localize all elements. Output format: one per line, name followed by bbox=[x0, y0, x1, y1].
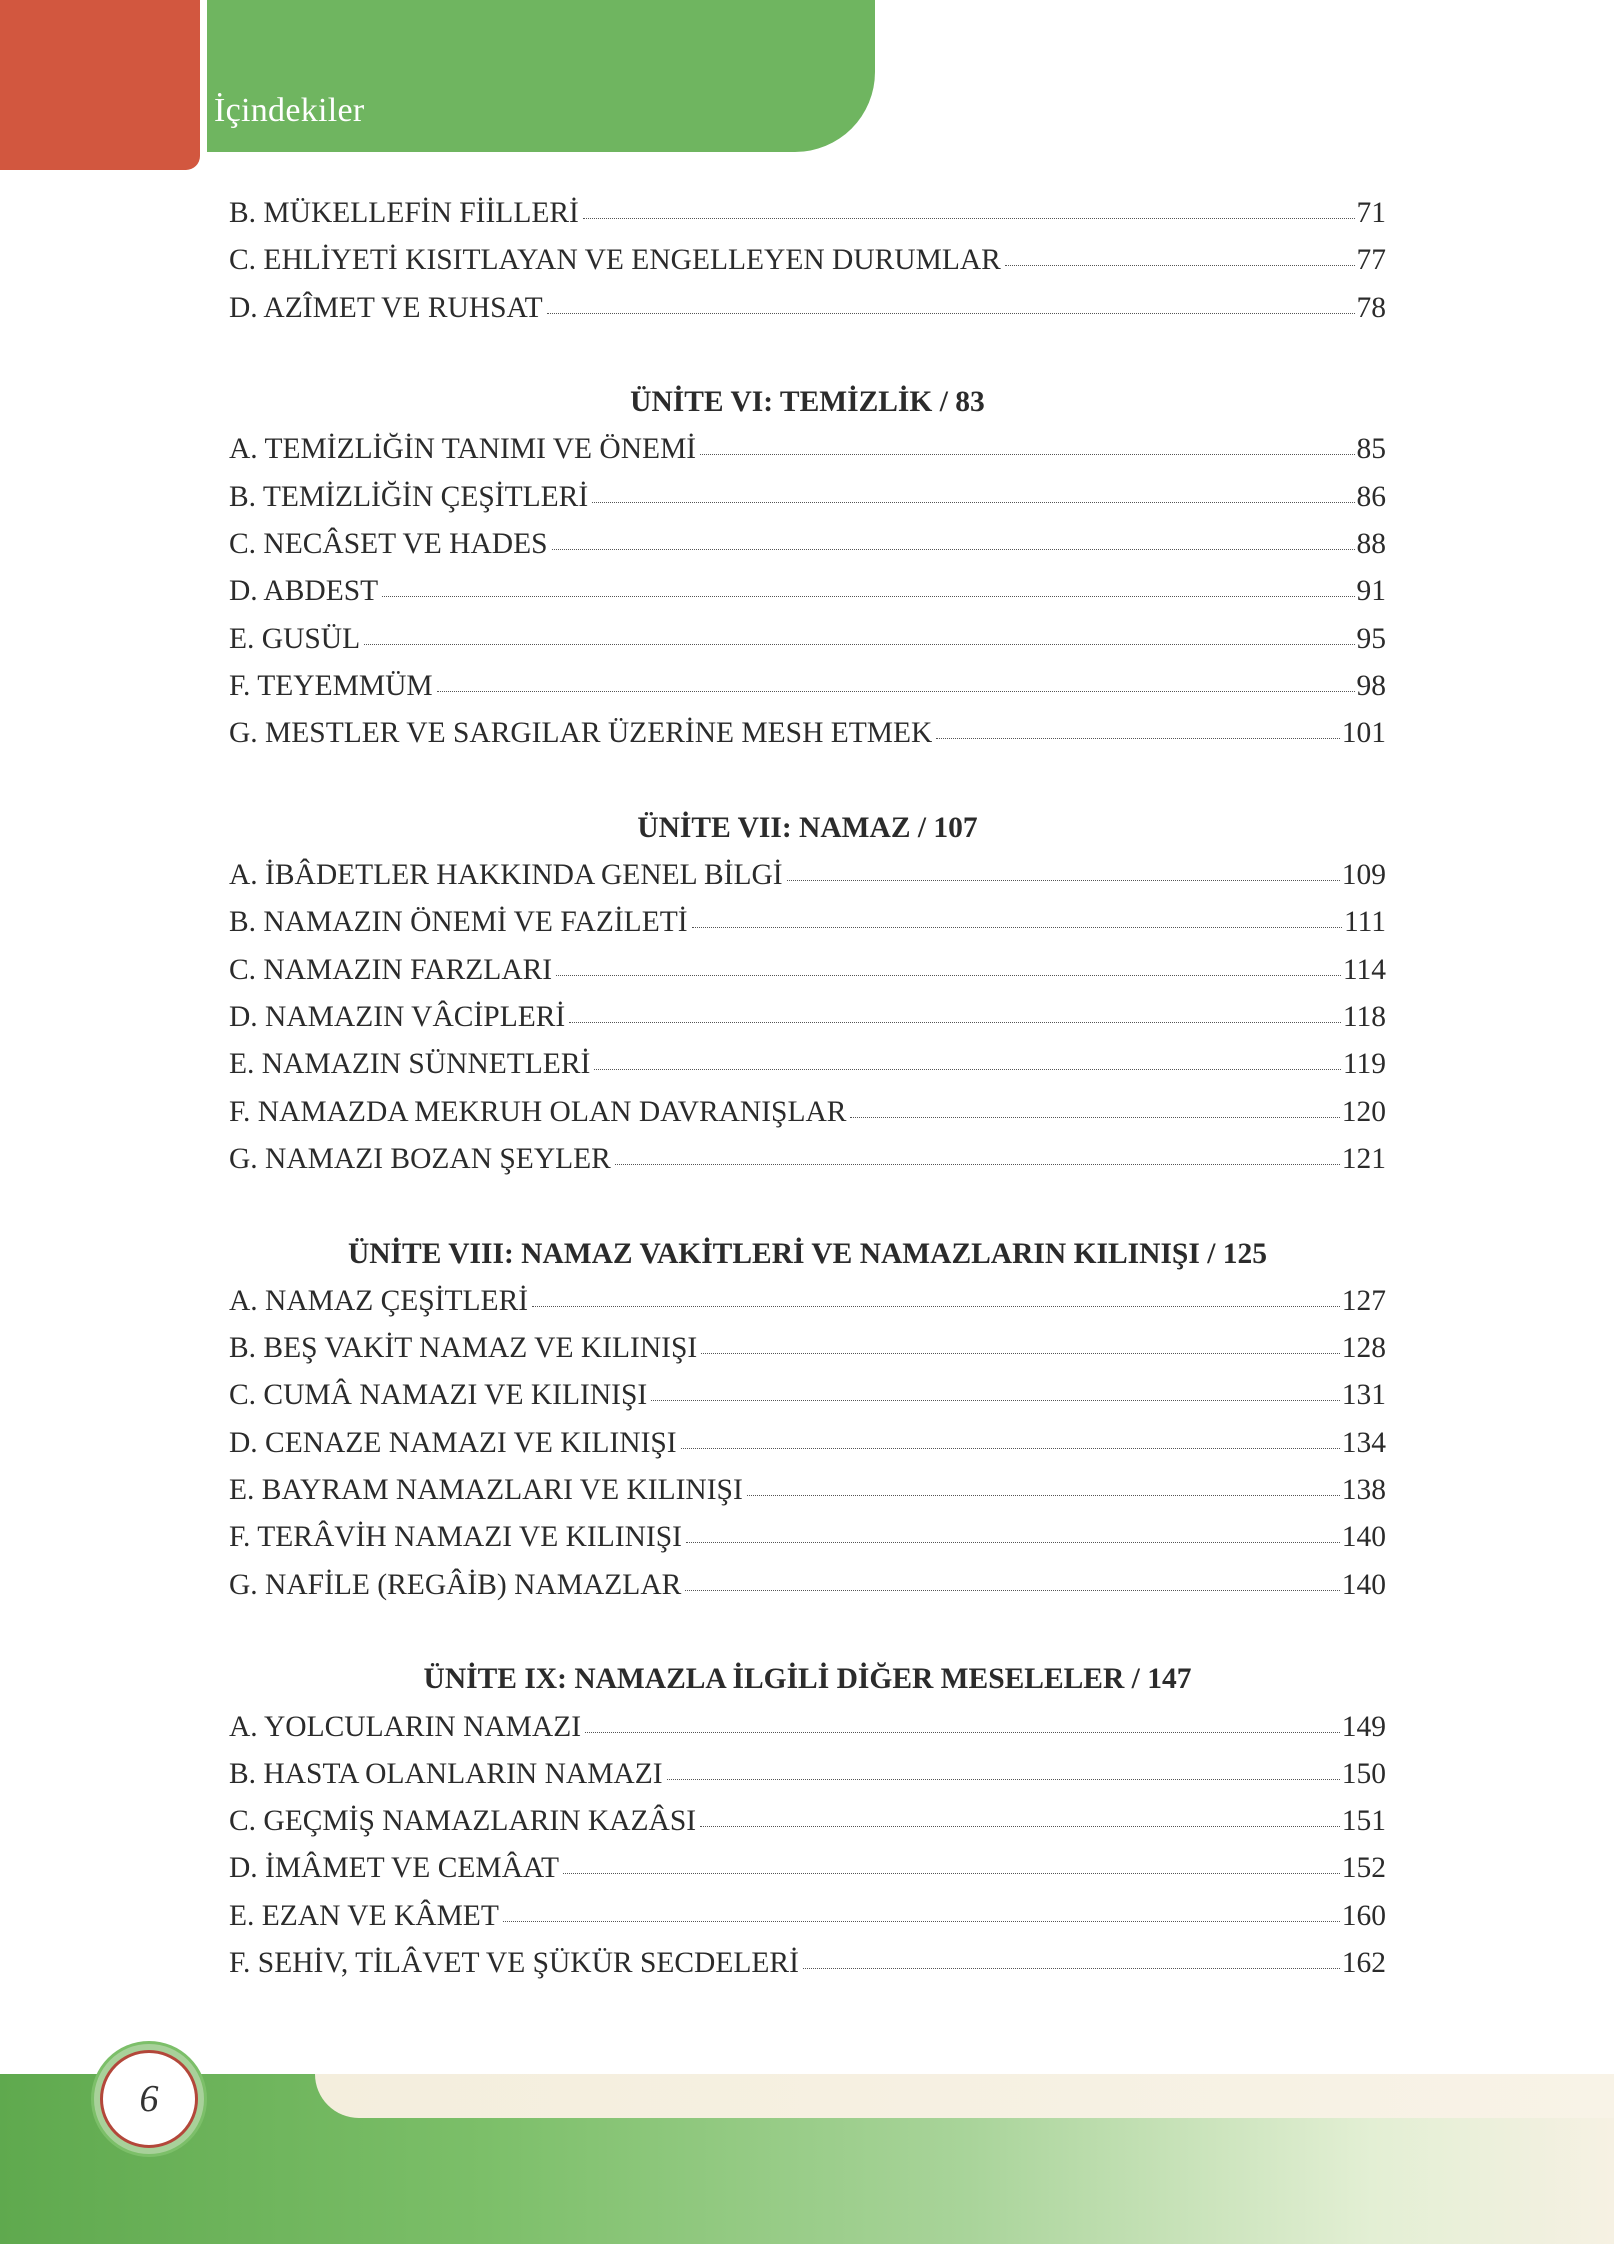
dot-leader bbox=[1005, 265, 1355, 266]
page-title: İçindekiler bbox=[214, 92, 365, 129]
toc-entry[interactable] bbox=[229, 1845, 1386, 1892]
dot-leader bbox=[651, 1400, 1340, 1401]
toc-entry-page: 160 bbox=[1341, 1899, 1386, 1932]
toc-entry-page: 140 bbox=[1341, 1521, 1386, 1554]
toc-entry-page: 111 bbox=[1343, 906, 1386, 939]
dot-leader bbox=[747, 1495, 1340, 1496]
dot-leader bbox=[594, 1069, 1341, 1070]
toc-entry[interactable] bbox=[229, 1514, 1386, 1561]
toc-entry[interactable] bbox=[229, 521, 1386, 568]
toc-entry-page: 127 bbox=[1341, 1284, 1386, 1317]
toc-entry[interactable] bbox=[229, 616, 1386, 663]
toc-entry-page: 101 bbox=[1341, 717, 1386, 750]
dot-leader bbox=[692, 927, 1342, 928]
toc-entry-page: 152 bbox=[1341, 1852, 1386, 1885]
dot-leader bbox=[681, 1448, 1340, 1449]
toc-entry-page: 138 bbox=[1341, 1474, 1386, 1507]
toc-entry-label: B. BEŞ VAKİT NAMAZ VE KILINIŞI bbox=[229, 1332, 698, 1365]
dot-leader bbox=[382, 596, 1354, 597]
toc-entry-label: G. NAMAZI BOZAN ŞEYLER bbox=[229, 1142, 611, 1175]
toc-entry-label: F. TERÂVİH NAMAZI VE KILINIŞI bbox=[229, 1521, 682, 1554]
toc-entry[interactable] bbox=[229, 1278, 1386, 1325]
dot-leader bbox=[700, 454, 1354, 455]
dot-leader bbox=[364, 644, 1354, 645]
toc-entry-label: A. YOLCULARIN NAMAZI bbox=[229, 1710, 582, 1743]
toc-entry-label: G. NAFİLE (REGÂİB) NAMAZLAR bbox=[229, 1568, 682, 1601]
unit-heading[interactable]: ÜNİTE VI: TEMİZLİK / 83 bbox=[630, 386, 985, 419]
toc-entry-page: 119 bbox=[1342, 1048, 1386, 1081]
toc-entry-label: C. CUMÂ NAMAZI VE KILINIŞI bbox=[229, 1379, 648, 1412]
dot-leader bbox=[667, 1779, 1340, 1780]
toc-entry[interactable] bbox=[229, 1372, 1386, 1419]
toc-entry-page: 149 bbox=[1341, 1710, 1386, 1743]
toc-entry[interactable] bbox=[229, 1798, 1386, 1845]
toc-entry[interactable] bbox=[229, 710, 1386, 757]
toc-entry[interactable] bbox=[229, 568, 1386, 615]
toc-entry-label: E. EZAN VE KÂMET bbox=[229, 1899, 499, 1932]
toc-entry[interactable] bbox=[229, 663, 1386, 710]
dot-leader bbox=[563, 1873, 1340, 1874]
toc-entry-page: 95 bbox=[1356, 622, 1386, 655]
page-number-badge bbox=[100, 2050, 198, 2148]
toc-entry[interactable] bbox=[229, 1751, 1386, 1798]
toc-entry-page: 71 bbox=[1356, 197, 1386, 229]
toc-entry-page: 109 bbox=[1341, 859, 1386, 892]
toc-entry-label: B. TEMİZLİĞİN ÇEŞİTLERİ bbox=[229, 480, 589, 513]
dot-leader bbox=[787, 880, 1340, 881]
toc-entry-page: 120 bbox=[1341, 1095, 1386, 1128]
table-of-contents bbox=[229, 190, 1386, 1987]
toc-entry[interactable] bbox=[229, 1704, 1386, 1751]
toc-entry-label: F. NAMAZDA MEKRUH OLAN DAVRANIŞLAR bbox=[229, 1095, 847, 1128]
toc-entry-label: D. İMÂMET VE CEMÂAT bbox=[229, 1852, 559, 1885]
unit-heading[interactable]: ÜNİTE VII: NAMAZ / 107 bbox=[637, 811, 978, 844]
toc-entry[interactable] bbox=[229, 1893, 1386, 1940]
dot-leader bbox=[686, 1542, 1340, 1543]
dot-leader bbox=[850, 1117, 1339, 1118]
toc-entry[interactable] bbox=[229, 1136, 1386, 1183]
toc-entry-page: 150 bbox=[1341, 1757, 1386, 1790]
toc-entry-label: E. NAMAZIN SÜNNETLERİ bbox=[229, 1048, 591, 1081]
toc-entry-label: A. İBÂDETLER HAKKINDA GENEL BİLGİ bbox=[229, 859, 783, 892]
toc-entry-page: 77 bbox=[1356, 244, 1386, 277]
toc-entry-page: 98 bbox=[1356, 669, 1386, 702]
toc-entry-label: D. ABDEST bbox=[229, 575, 379, 608]
toc-entry[interactable] bbox=[229, 1089, 1386, 1136]
dot-leader bbox=[556, 975, 1341, 976]
toc-entry-label: E. GUSÜL bbox=[229, 622, 361, 655]
toc-entry[interactable] bbox=[229, 1467, 1386, 1514]
toc-entry-page: 118 bbox=[1342, 1001, 1386, 1034]
toc-entry-label: C. NECÂSET VE HADES bbox=[229, 528, 548, 561]
toc-entry-page: 162 bbox=[1341, 1946, 1386, 1979]
footer-cream-strip bbox=[315, 2074, 1614, 2118]
unit-heading[interactable]: ÜNİTE IX: NAMAZLA İLGİLİ DİĞER MESELELER / 147 bbox=[423, 1663, 1192, 1696]
footer-band bbox=[0, 2074, 1614, 2244]
toc-entry-label: E. BAYRAM NAMAZLARI VE KILINIŞI bbox=[229, 1474, 743, 1507]
dot-leader bbox=[585, 1732, 1340, 1733]
toc-entry-label: F. SEHİV, TİLÂVET VE ŞÜKÜR SECDELERİ bbox=[229, 1946, 799, 1979]
toc-entry-page: 85 bbox=[1356, 433, 1386, 466]
toc-entry-label: G. MESTLER VE SARGILAR ÜZERİNE MESH ETMEK bbox=[229, 717, 933, 750]
toc-entry[interactable] bbox=[229, 1420, 1386, 1467]
dot-leader bbox=[569, 1022, 1341, 1023]
toc-entry-page: 134 bbox=[1341, 1426, 1386, 1459]
toc-entry-label: D. AZÎMET VE RUHSAT bbox=[229, 291, 543, 324]
toc-entry-label: F. TEYEMMÜM bbox=[229, 669, 433, 702]
toc-entry-label: B. HASTA OLANLARIN NAMAZI bbox=[229, 1757, 663, 1790]
toc-entry-page: 78 bbox=[1356, 291, 1386, 324]
page-number: 6 bbox=[139, 2078, 159, 2120]
dot-leader bbox=[503, 1921, 1340, 1922]
header-red-block bbox=[0, 0, 200, 170]
unit-heading[interactable]: ÜNİTE VIII: NAMAZ VAKİTLERİ VE NAMAZLARIN KILINIŞI / 125 bbox=[347, 1237, 1268, 1270]
dot-leader bbox=[685, 1590, 1339, 1591]
toc-entry-label: D. CENAZE NAMAZI VE KILINIŞI bbox=[229, 1426, 677, 1459]
toc-entry-page: 121 bbox=[1341, 1142, 1386, 1175]
toc-entry-label: B. NAMAZIN ÖNEMİ VE FAZİLETİ bbox=[229, 906, 688, 939]
toc-entry-page: 151 bbox=[1341, 1805, 1386, 1838]
toc-entry-page: 114 bbox=[1342, 953, 1386, 986]
toc-entry-page: 131 bbox=[1341, 1379, 1386, 1412]
toc-entry[interactable] bbox=[229, 1041, 1386, 1088]
toc-entry-page: 91 bbox=[1356, 575, 1386, 608]
toc-entry[interactable] bbox=[229, 1325, 1386, 1372]
toc-entry-label: A. NAMAZ ÇEŞİTLERİ bbox=[229, 1284, 529, 1317]
toc-entry[interactable] bbox=[229, 994, 1386, 1041]
toc-entry-label: A. TEMİZLİĞİN TANIMI VE ÖNEMİ bbox=[229, 433, 697, 466]
toc-entry-label: D. NAMAZIN VÂCİPLERİ bbox=[229, 1001, 566, 1034]
dot-leader bbox=[701, 1353, 1340, 1354]
toc-entry[interactable] bbox=[229, 474, 1386, 521]
toc-entry[interactable] bbox=[229, 285, 1386, 332]
dot-leader bbox=[700, 1826, 1340, 1827]
toc-entry-page: 88 bbox=[1356, 528, 1386, 561]
toc-entry[interactable] bbox=[229, 190, 1386, 237]
dot-leader bbox=[583, 218, 1355, 219]
toc-entry-label: C. GEÇMİŞ NAMAZLARIN KAZÂSI bbox=[229, 1805, 697, 1838]
toc-entry[interactable] bbox=[229, 947, 1386, 994]
toc-entry[interactable] bbox=[229, 852, 1386, 899]
dot-leader bbox=[532, 1306, 1340, 1307]
toc-entry-page: 140 bbox=[1341, 1568, 1386, 1601]
toc-entry-label: C. EHLİYETİ KISITLAYAN VE ENGELLEYEN DURUMLAR bbox=[229, 244, 1001, 277]
dot-leader bbox=[547, 313, 1355, 314]
toc-entry-label: B. MÜKELLEFİN FİİLLERİ bbox=[229, 197, 579, 229]
toc-entry-label: C. NAMAZIN FARZLARI bbox=[229, 953, 553, 986]
toc-entry[interactable] bbox=[229, 426, 1386, 473]
dot-leader bbox=[803, 1968, 1340, 1969]
dot-leader bbox=[615, 1164, 1340, 1165]
dot-leader bbox=[936, 738, 1339, 739]
dot-leader bbox=[592, 502, 1354, 503]
toc-entry-page: 128 bbox=[1341, 1332, 1386, 1365]
toc-entry[interactable] bbox=[229, 237, 1386, 284]
dot-leader bbox=[437, 691, 1355, 692]
dot-leader bbox=[552, 549, 1355, 550]
toc-entry-page: 86 bbox=[1356, 480, 1386, 513]
toc-entry[interactable] bbox=[229, 1562, 1386, 1609]
toc-entry[interactable] bbox=[229, 1940, 1386, 1987]
toc-entry[interactable] bbox=[229, 899, 1386, 946]
